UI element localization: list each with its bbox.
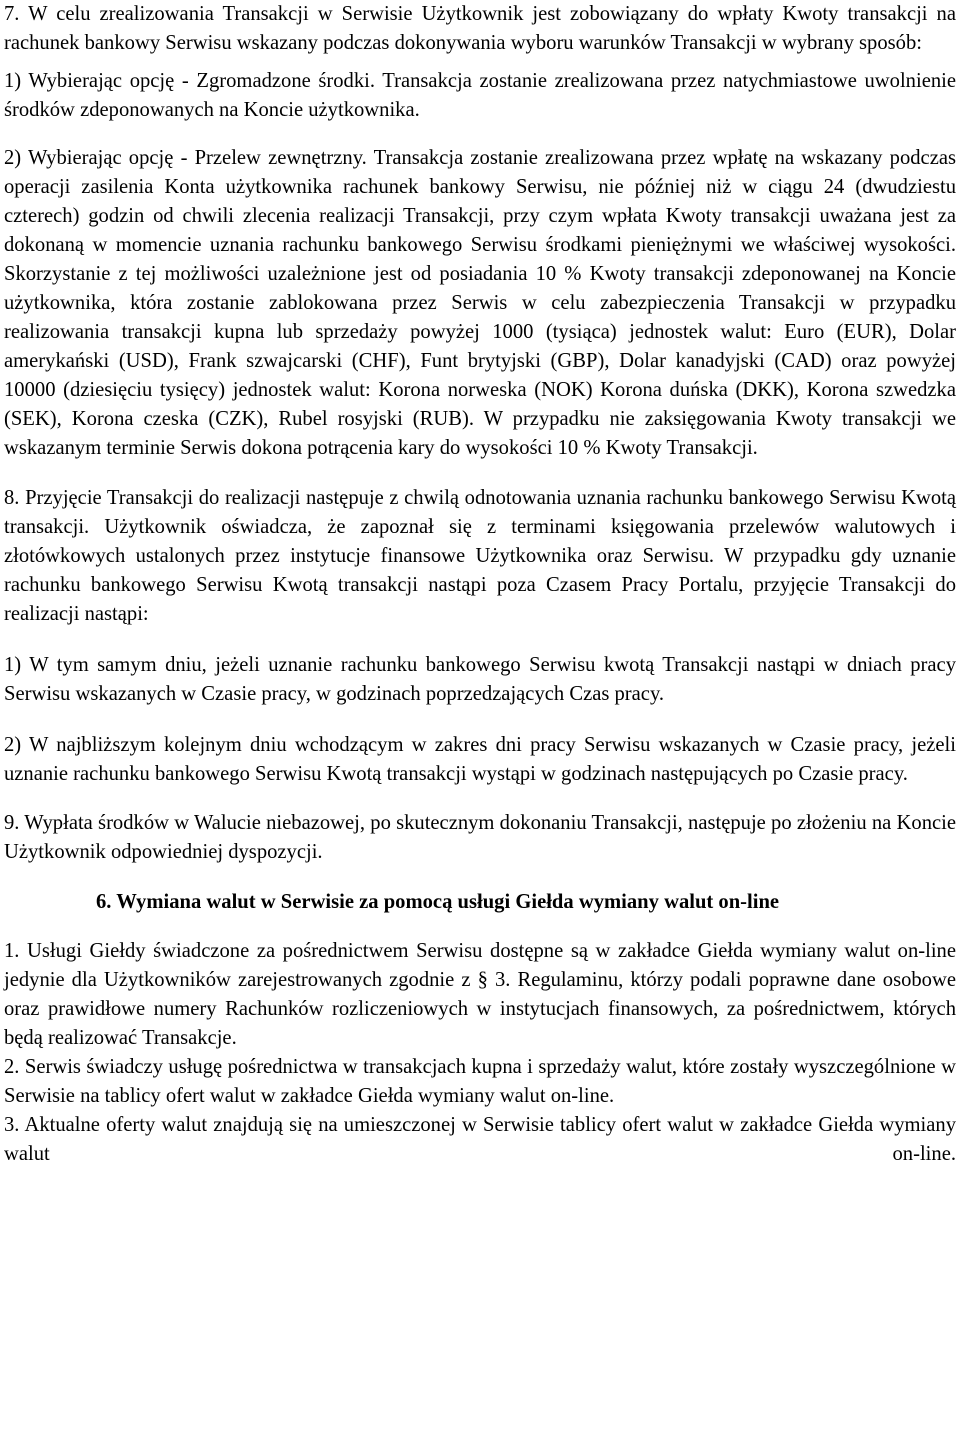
- section8-case1: 1) W tym samym dniu, jeżeli uznanie rachunku bankowego Serwisu kwotą Transakcji nastąpi w dniach pracy Serwisu wskazanych w Czasie pracy, w godzinach poprzedzających Czas pracy.: [4, 654, 956, 705]
- section9-text: 9. Wypłata środków w Walucie niebazowej, po skutecznym dokonaniu Transakcji, następuje po złożeniu na Koncie Użytkownik odpowiedniej dyspozycji.: [4, 812, 956, 863]
- section8-case2: 2) W najbliższym kolejnym dniu wchodzącym w zakres dni pracy Serwisu wskazanych w Czasie pracy, jeżeli uznanie rachunku bankowego Serwisu Kwotą transakcji wystąpi w godzinach następujących po Czasie pracy.: [4, 734, 956, 785]
- section8-intro: 8. Przyjęcie Transakcji do realizacji następuje z chwilą odnotowania uznania rachunku bankowego Serwisu Kwotą transakcji. Użytkownik oświadcza, że zapoznał się z terminami księgowania przelewów walutowych i złotówkowych ustalonych przez instytucje finansowe Użytkownika oraz Serwisu. W przypadku gdy uznanie rachunku bankowego Serwisu Kwotą transakcji nastąpi poza Czasem Pracy Portalu, przyjęcie Transakcji do realizacji nastąpi:: [4, 487, 956, 625]
- section7-option1: 1) Wybierając opcję - Zgromadzone środki. Transakcja zostanie zrealizowana przez natychmiastowe uwolnienie środków zdeponowanych na Koncie użytkownika.: [4, 70, 956, 121]
- chapter6-paragraph-1: 1. Usługi Giełdy świadczone za pośrednictwem Serwisu dostępne są w zakładce Giełda wymiany walut on-line jedynie dla Użytkowników zarejestrowanych zgodnie z § 3. Regulaminu, którzy podali poprawne dane osobowe oraz prawidłowe numery Rachunków rozliczeniowych w instytucjach finansowych, za pośrednictwem, których będą realizować Transakcje.: [4, 940, 956, 1049]
- chapter6-paragraph-2: 2. Serwis świadczy usługę pośrednictwa w transakcjach kupna i sprzedaży walut, które zostały wyszczególnione w Serwisie na tablicy ofert walut w zakładce Giełda wymiany walut on-line.: [4, 1056, 956, 1107]
- chapter6-paragraph-3: 3. Aktualne oferty walut znajdują się na umieszczonej w Serwisie tablicy ofert walut w zakładce Giełda wymiany walut on-line.: [4, 1114, 956, 1165]
- chapter6-heading: 6. Wymiana walut w Serwisie za pomocą usługi Giełda wymiany walut on-line: [96, 891, 780, 913]
- document-page: [4, 0, 956, 1169]
- section7-option2: 2) Wybierając opcję - Przelew zewnętrzny. Transakcja zostanie zrealizowana przez wpłatę na wskazany podczas operacji zasilenia Konta użytkownika rachunek bankowy Serwisu, nie później niż w ciągu 24 (dwudziestu czterech) godzin od chwili zlecenia realizacji Transakcji, przy czym wpłata Kwoty transakcji uważana jest za dokonaną w momencie uznania rachunku bankowego Serwisu środkami pieniężnymi we właściwej wysokości. Skorzystanie z tej możliwości uzależnione jest od posiadania 10 % Kwoty transakcji zdeponowanej na Koncie użytkownika, która zostanie zablokowana przez Serwis w celu zabezpieczenia Transakcji w przypadku realizowania transakcji kupna lub sprzedaży powyżej 1000 (tysiąca) jednostek walut: Euro (EUR), Dolar amerykański (USD), Frank szwajcarski (CHF), Funt brytyjski (GBP), Dolar kanadyjski (CAD) oraz powyżej 10000 (dziesięciu tysięcy) jednostek walut: Korona norweska (NOK) Korona duńska (DKK), Korona szwedzka (SEK), Korona czeska (CZK), Rubel rosyjski (RUB). W przypadku nie zaksięgowania Kwoty transakcji we wskazanym terminie Serwis dokona potrącenia kary do wysokości 10 % Kwoty Transakcji.: [4, 147, 956, 459]
- section7-intro: 7. W celu zrealizowania Transakcji w Serwisie Użytkownik jest zobowiązany do wpłaty Kwoty transakcji na rachunek bankowy Serwisu wskazany podczas dokonywania wyboru warunków Transakcji w wybrany sposób:: [4, 3, 956, 54]
